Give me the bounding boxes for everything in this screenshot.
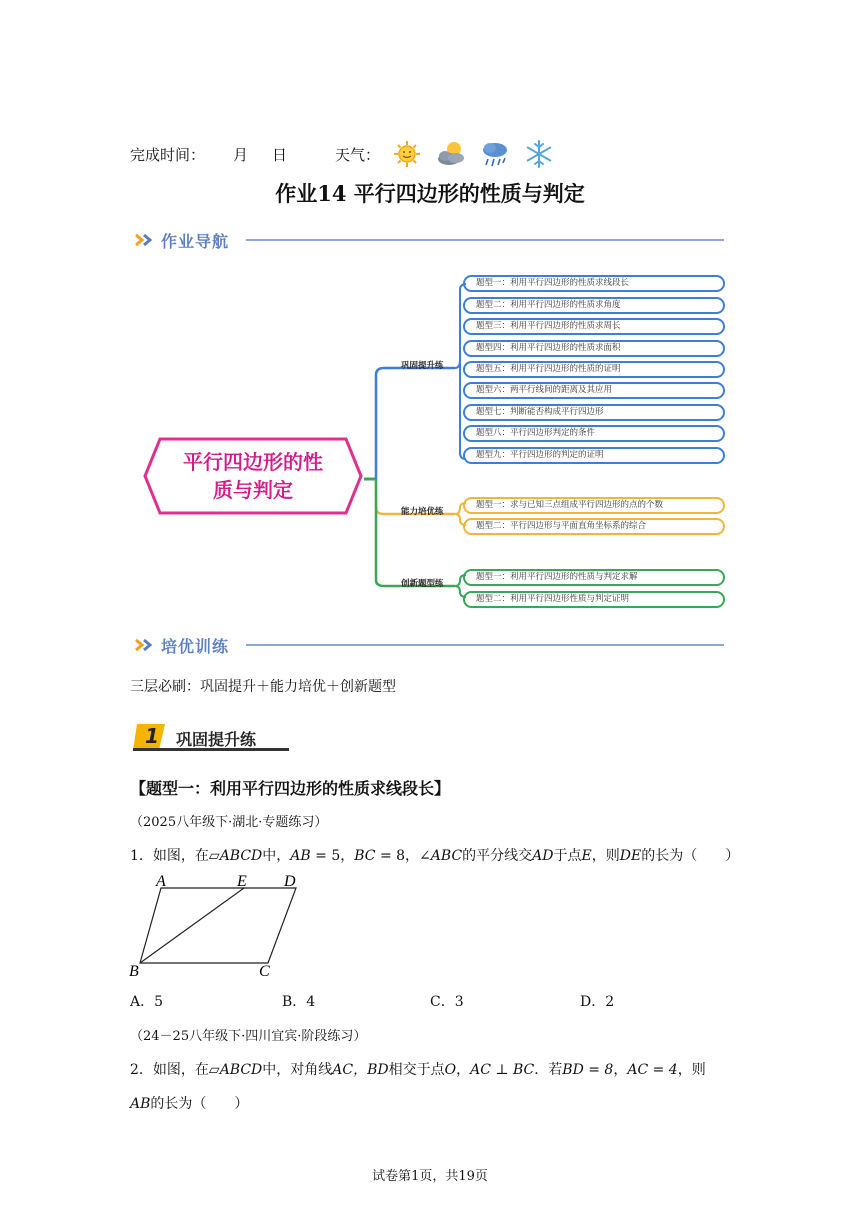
q2-math: AB (130, 1096, 151, 1112)
q1-number: 1． (130, 848, 153, 864)
q1-text-part: 的长为（ ） (641, 848, 740, 864)
parallelogram-shape (140, 888, 296, 963)
sun-icon (390, 139, 424, 169)
q2-text-part: ．若 (534, 1062, 563, 1078)
q1-text-part: = 8，∠ (375, 848, 431, 864)
header-info (130, 139, 556, 169)
mindmap-item: 题型九：平行四边形的判定的证明 (463, 447, 725, 464)
rain-cloud-icon (478, 139, 512, 169)
q1-figure (128, 870, 308, 980)
page-footer: 试卷第1页，共19页 (372, 1169, 488, 1184)
q2-math: O (444, 1062, 457, 1078)
q2-text-part: ， (456, 1062, 471, 1078)
section-training-label: 培优训练 (161, 636, 230, 656)
section-divider (246, 239, 724, 241)
branch-label-ability: 能力培优练 (401, 507, 444, 517)
mindmap-item: 题型六：两平行线间的距离及其应用 (463, 382, 725, 399)
q1-option-d[interactable]: D．2 (580, 994, 615, 1010)
level-label: 巩固提升练 (176, 730, 257, 749)
mindmap-item: 题型一：求与已知三点组成平行四边形的点的个数 (463, 497, 725, 514)
q2-source: （24－25八年级下·四川宜宾·阶段练习） (130, 1029, 367, 1044)
mindmap-connectors (0, 260, 860, 620)
mindmap-center (142, 448, 364, 504)
q1-math: AD (532, 848, 554, 864)
mindmap-item: 题型一：利用平行四边形的性质与判定求解 (463, 569, 725, 586)
q2-math: AC，BD (332, 1062, 389, 1078)
q1-text-part: 中， (262, 848, 291, 864)
section-divider (246, 644, 724, 646)
q2-text-part: 如图，在 (152, 1062, 209, 1078)
q1-text-part: = 5， (310, 848, 355, 864)
section-training (133, 633, 229, 657)
mindmap-item: 题型二：平行四边形与平面直角坐标系的综合 (463, 518, 725, 535)
q2-number: 2． (130, 1062, 153, 1078)
q1-text-part: 的平分线交 (462, 848, 533, 864)
point-label-b: B (129, 963, 139, 980)
q1-text-part: 如图，在 (152, 848, 209, 864)
q1-math: ▱ABCD (208, 848, 263, 864)
weather-label: 天气： (335, 145, 381, 164)
q2-math: ▱ABCD (208, 1062, 263, 1078)
mindmap-item: 题型二：利用平行四边形性质与判定证明 (463, 591, 725, 608)
q1-source: （2025八年级下·湖北·专题练习） (130, 815, 328, 830)
q2-text-part: 的长为（ ） (150, 1096, 249, 1112)
q1-text-part: 于点 (553, 848, 582, 864)
branch-label-innovation: 创新题型练 (401, 579, 444, 589)
q1-math: E (581, 848, 592, 864)
bisector-line (140, 888, 244, 963)
mindmap-item: 题型四：利用平行四边形的性质求面积 (463, 340, 725, 357)
mindmap-center-line: 平行四边形的性 (183, 450, 323, 474)
day-label: 日 (272, 145, 288, 164)
mindmap-item: 题型五：利用平行四边形的性质的证明 (463, 361, 725, 378)
q1-text (130, 845, 739, 865)
q1-math: BC (354, 848, 376, 864)
q2-text-part: ，则 (677, 1062, 706, 1078)
q1-option-c[interactable]: C．3 (430, 994, 464, 1010)
q2-math: AC = 4 (627, 1062, 678, 1078)
q2-text-line2 (130, 1093, 248, 1113)
double-chevron-icon (133, 232, 155, 248)
q2-text-part: 相交于点 (388, 1062, 445, 1078)
mindmap-item: 题型一：利用平行四边形的性质求线段长 (463, 275, 725, 292)
point-label-a: A (156, 873, 166, 890)
question-type-heading: 【题型一：利用平行四边形的性质求线段长】 (130, 779, 451, 798)
section-nav-label: 作业导航 (161, 231, 230, 251)
mindmap-item: 题型二：利用平行四边形的性质求角度 (463, 297, 725, 314)
point-label-c: C (259, 963, 270, 980)
mindmap-item: 题型八：平行四边形判定的条件 (463, 425, 725, 442)
mindmap-item: 题型七：判断能否构成平行四边形 (463, 404, 725, 421)
q1-option-b[interactable]: B．4 (282, 994, 316, 1010)
q2-text-line1 (130, 1059, 706, 1079)
q1-text-part: ，则 (591, 848, 620, 864)
q1-math: AB (290, 848, 311, 864)
q2-math: AC ⊥ BC (470, 1062, 535, 1078)
snowflake-icon (522, 139, 556, 169)
mindmap-item: 题型三：利用平行四边形的性质求周长 (463, 318, 725, 335)
level-number: 1 (145, 724, 159, 748)
point-label-e: E (237, 873, 247, 890)
completion-label: 完成时间： (130, 145, 206, 164)
q1-math: ABC (430, 848, 463, 864)
q2-text-part: ， (613, 1062, 628, 1078)
double-chevron-icon (133, 637, 155, 653)
branch-label-consolidate: 巩固提升练 (401, 361, 444, 371)
intro-text: 三层必刷：巩固提升＋能力培优＋创新题型 (130, 679, 396, 695)
month-label: 月 (233, 145, 249, 164)
q2-math: BD = 8 (562, 1062, 614, 1078)
q1-option-a[interactable]: A．5 (130, 994, 164, 1010)
q1-math: DE (619, 848, 642, 864)
partly-cloudy-icon (434, 139, 468, 169)
mindmap-center-line: 质与判定 (213, 478, 293, 502)
section-nav (133, 228, 229, 252)
point-label-d: D (284, 873, 296, 890)
page-title: 作业14 平行四边形的性质与判定 (275, 181, 585, 206)
q2-text-part: 中，对角线 (262, 1062, 333, 1078)
